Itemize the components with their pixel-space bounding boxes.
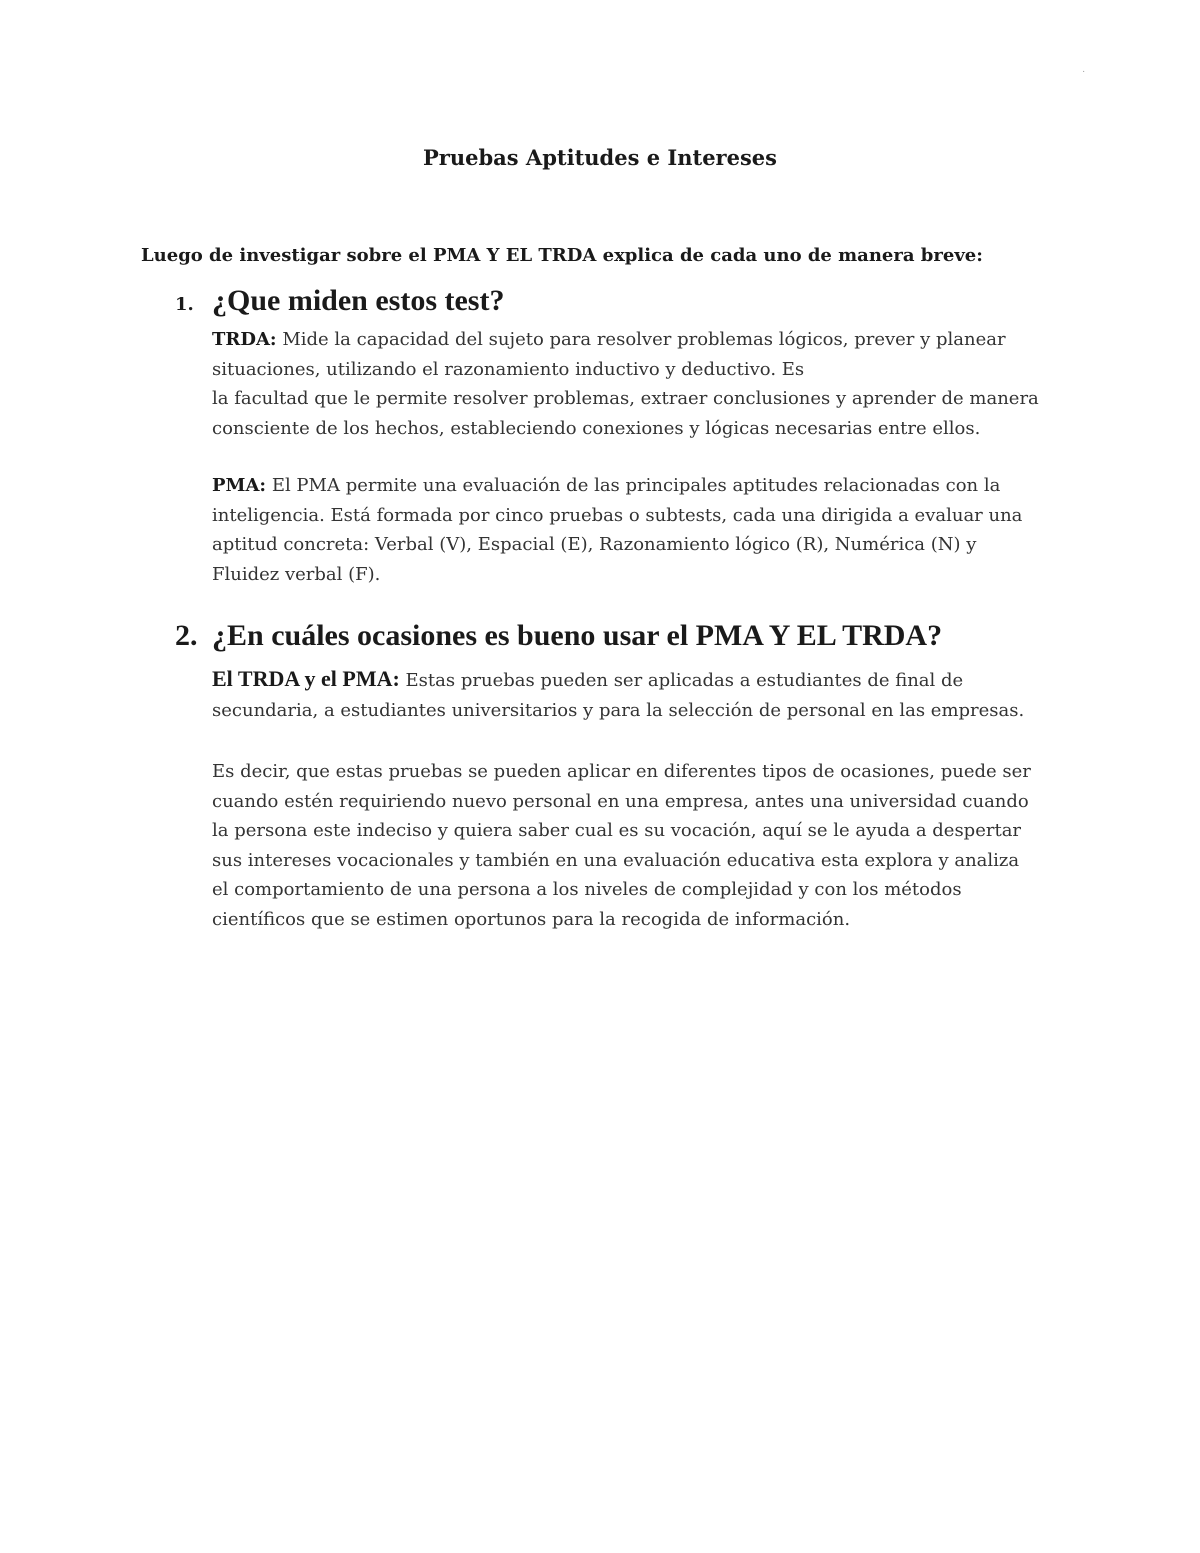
answer-line-1-text: Estas pruebas pueden ser aplicadas a estudiantes de final de	[405, 670, 964, 691]
extra-line-6: científicos que se estimen oportunos para la recogida de información.	[212, 908, 851, 930]
question-1-text: ¿Que miden estos test?	[212, 284, 505, 317]
extra-line-2: cuando estén requiriendo nuevo personal en una empresa, antes una universidad cuando	[212, 790, 1029, 812]
question-2-number: 2.	[175, 619, 198, 652]
pma-label: PMA:	[212, 475, 267, 496]
question-1-number: 1.	[175, 294, 194, 315]
extra-line-5: el comportamiento de una persona a los niveles de complejidad y con los métodos	[212, 879, 962, 900]
answer-line-1	[212, 664, 1072, 696]
question-2-text: ¿En cuáles ocasiones es bueno usar el PMA Y EL TRDA?	[212, 619, 943, 652]
pma-line-3: aptitud concreta: Verbal (V), Espacial (E), Razonamiento lógico (R), Numérica (N) y	[212, 534, 977, 555]
trda-line-1	[212, 325, 1072, 355]
extra-line-1: Es decir, que estas pruebas se pueden aplicar en diferentes tipos de ocasiones, puede ser	[212, 761, 1031, 782]
trda-line-1-text: Mide la capacidad del sujeto para resolver problemas lógicos, prever y planear	[282, 329, 1006, 350]
trda-line-2: situaciones, utilizando el razonamiento inductivo y deductivo. Es	[212, 358, 805, 380]
extra-line-3: la persona este indeciso y quiera saber cual es su vocación, aquí se le ayuda a despertar	[212, 820, 1022, 841]
corner-mark: ·	[1082, 66, 1086, 77]
answer-label: El TRDA y el PMA:	[212, 666, 400, 691]
question-2-heading	[175, 619, 942, 653]
pma-line-2: inteligencia. Está formada por cinco pruebas o subtests, cada una dirigida a evaluar una	[212, 504, 1023, 526]
pma-line-4: Fluidez verbal (F).	[212, 563, 381, 585]
trda-label: TRDA:	[212, 329, 277, 350]
pma-line-1-text: El PMA permite una evaluación de las principales aptitudes relacionadas con la	[271, 475, 1001, 496]
document-title: Pruebas Aptitudes e Intereses	[423, 145, 777, 170]
question-2-extra	[212, 757, 1072, 934]
extra-line-4: sus intereses vocacionales y también en una evaluación educativa esta explora y analiza	[212, 849, 1020, 871]
answer-line-2: secundaria, a estudiantes universitarios y para la selección de personal en las empresas.	[212, 699, 1025, 721]
intro-text: Luego de investigar sobre el PMA Y EL TRDA explica de cada uno de manera breve:	[141, 245, 983, 266]
question-1-heading	[175, 284, 504, 318]
question-2-answer	[212, 664, 1072, 725]
trda-line-4: consciente de los hechos, estableciendo conexiones y lógicas necesarias entre ellos.	[212, 417, 981, 439]
pma-line-1	[212, 471, 1072, 501]
trda-answer	[212, 325, 1072, 443]
pma-answer	[212, 471, 1072, 589]
trda-line-3: la facultad que le permite resolver problemas, extraer conclusiones y aprender de manera	[212, 388, 1039, 409]
